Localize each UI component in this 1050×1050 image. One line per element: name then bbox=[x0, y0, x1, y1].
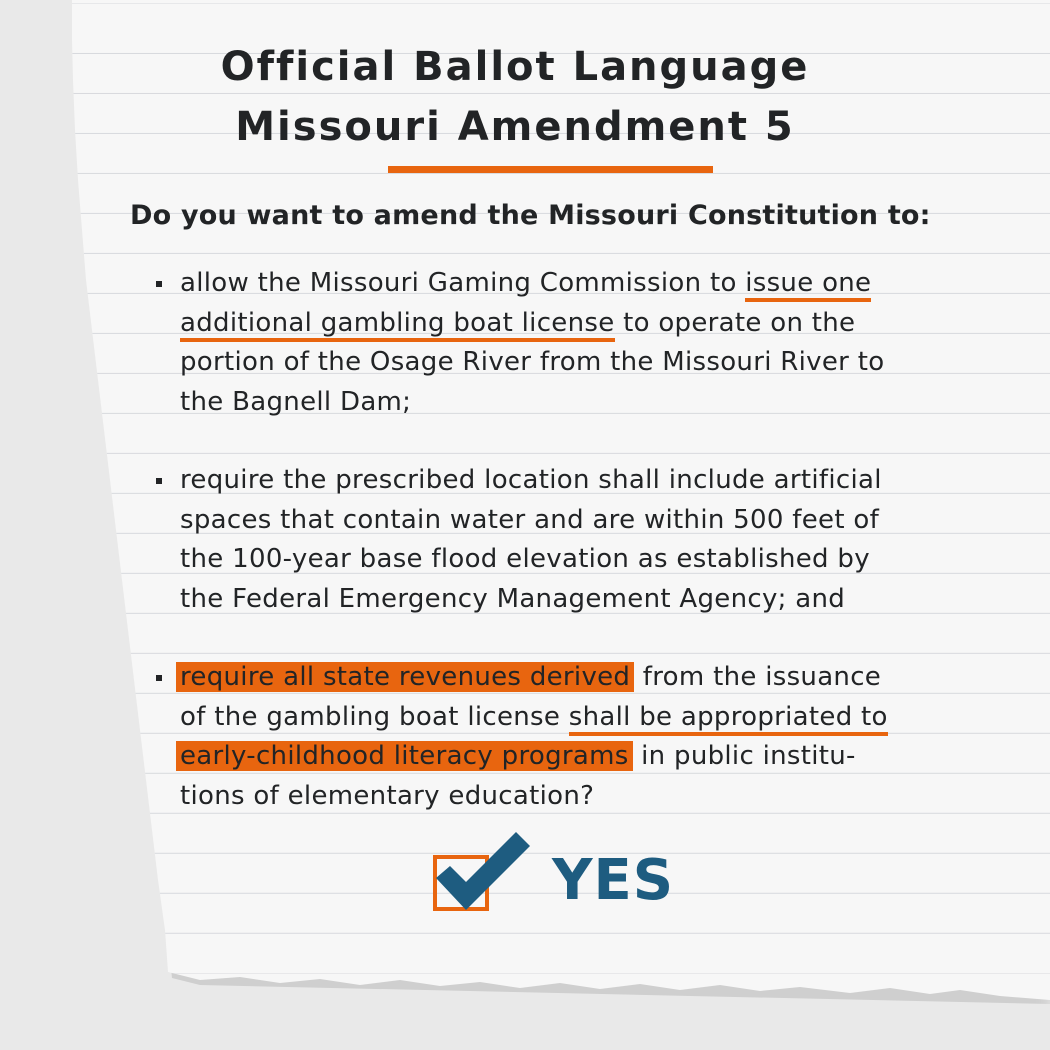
answer-yes: YES bbox=[552, 848, 675, 913]
bullet-marker bbox=[156, 478, 162, 484]
provision-line bbox=[180, 343, 960, 383]
provision-text-segment: the Federal Emergency Management Agency; and bbox=[180, 583, 846, 614]
provision-text bbox=[180, 461, 960, 619]
highlighted-text: require all state revenues derived bbox=[176, 662, 634, 692]
bullet-marker bbox=[156, 281, 162, 287]
provision-text-segment: spaces that contain water and are within 500 feet of bbox=[180, 504, 880, 535]
provision-line bbox=[180, 501, 960, 541]
provision-line bbox=[180, 383, 960, 423]
provision-line bbox=[180, 777, 960, 817]
provision-text-segment: from the issuance bbox=[634, 662, 882, 692]
provision-text-segment: tions of elementary education? bbox=[180, 780, 595, 811]
provision-text-segment: in public institu- bbox=[632, 741, 856, 771]
underlined-text: shall be appropriated to bbox=[569, 702, 888, 736]
provision-line bbox=[180, 304, 960, 344]
provision-text-segment: allow the Missouri Gaming Commission to bbox=[180, 268, 746, 298]
provision-text-segment: portion of the Osage River from the Missouri River to bbox=[180, 347, 885, 377]
underlined-text: issue one bbox=[745, 268, 871, 302]
provision-line bbox=[180, 580, 960, 620]
provision-line bbox=[180, 264, 960, 304]
provision-text bbox=[180, 264, 960, 422]
provision-line bbox=[180, 461, 960, 501]
ballot-question: Do you want to amend the Missouri Constitution to: bbox=[130, 200, 931, 231]
title-line-2: Missouri Amendment 5 bbox=[235, 104, 795, 150]
provision-text-segment: the Bagnell Dam; bbox=[180, 386, 412, 417]
highlighted-text: early-childhood literacy programs bbox=[176, 741, 633, 771]
checkmark-icon bbox=[430, 830, 540, 920]
provision-line bbox=[180, 658, 960, 698]
provision-line bbox=[180, 737, 960, 777]
provision-line bbox=[180, 540, 960, 580]
provision-text-segment: the 100-year base flood elevation as established by bbox=[180, 544, 870, 574]
underlined-text: additional gambling boat license bbox=[180, 308, 615, 342]
title-underline bbox=[388, 166, 713, 173]
title-line-1: Official Ballot Language bbox=[220, 44, 810, 90]
provision-text-segment: to operate on the bbox=[614, 307, 856, 338]
provision-line bbox=[180, 698, 960, 738]
bullet-marker bbox=[156, 675, 162, 681]
provision-text-segment: of the gambling boat license bbox=[180, 701, 569, 732]
provision-text bbox=[180, 658, 960, 816]
provision-text-segment: require the prescribed location shall include artificial bbox=[180, 465, 882, 495]
